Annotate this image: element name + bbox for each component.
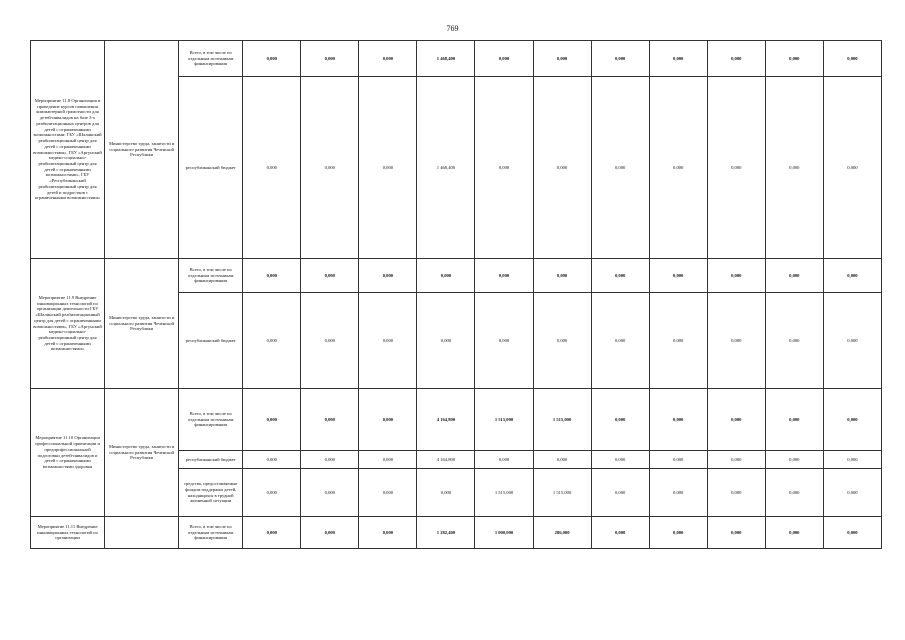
value-cell: 0,000 (301, 41, 359, 77)
value-cell: 0,000 (823, 77, 881, 259)
value-cell: 0,000 (707, 517, 765, 549)
value-cell: 0,000 (243, 259, 301, 293)
value-cell: 0,000 (591, 389, 649, 451)
value-cell: 0,000 (649, 293, 707, 389)
value-cell: 0,000 (359, 389, 417, 451)
value-cell: 0,000 (823, 469, 881, 517)
value-cell: 0,000 (475, 259, 533, 293)
value-cell: 0,000 (243, 517, 301, 549)
table-row (31, 389, 882, 451)
page-number: 769 (446, 24, 459, 33)
value-cell: 0,000 (359, 259, 417, 293)
value-cell: 0,000 (765, 517, 823, 549)
value-cell: 0,000 (823, 389, 881, 451)
value-cell: 0,000 (765, 389, 823, 451)
value-cell: 0,000 (301, 517, 359, 549)
value-cell: 0,000 (649, 469, 707, 517)
value-cell: 0,000 (649, 451, 707, 469)
executor-cell: Министерство труда, занятости и социального развития Чеченской Республики (105, 259, 179, 389)
value-cell: 0,000 (533, 41, 591, 77)
value-cell: 4 164,800 (417, 451, 475, 469)
value-cell: 0,000 (823, 41, 881, 77)
funding-source-cell: Всего, в том числе по отдельным источникам финансирования (179, 41, 243, 77)
value-cell: 1 515,000 (533, 389, 591, 451)
executor-cell: Министерство труда, занятости и социального развития Чеченской Республики (105, 41, 179, 259)
table-row (31, 259, 882, 293)
value-cell: 0,000 (359, 469, 417, 517)
funding-source-cell: Всего, в том числе по отдельным источникам финансирования (179, 517, 243, 549)
value-cell: 0,000 (649, 77, 707, 259)
value-cell: 0,000 (533, 293, 591, 389)
value-cell: 0,000 (707, 469, 765, 517)
value-cell: 0,000 (475, 451, 533, 469)
event-cell: Мероприятие 11.10 Организация профессиональной ориентации и предпрофессиональной подготовки детей-инвалидов и детей с ограниченными возможностями здоровья (31, 389, 105, 517)
value-cell: 0,000 (417, 293, 475, 389)
value-cell: 1 515,000 (475, 389, 533, 451)
value-cell: 0,000 (707, 451, 765, 469)
value-cell: 0,000 (475, 41, 533, 77)
value-cell: 0,000 (417, 469, 475, 517)
value-cell: 0,000 (301, 259, 359, 293)
funding-source-cell: республиканский бюджет (179, 77, 243, 259)
value-cell: 0,000 (301, 451, 359, 469)
value-cell: 0,000 (591, 517, 649, 549)
value-cell: 0,000 (243, 389, 301, 451)
value-cell: 0,000 (649, 389, 707, 451)
value-cell: 0,000 (823, 293, 881, 389)
value-cell: 0,000 (243, 41, 301, 77)
value-cell: 0,000 (765, 77, 823, 259)
value-cell: 0,000 (243, 77, 301, 259)
value-cell: 0,000 (359, 77, 417, 259)
value-cell: 0,000 (591, 259, 649, 293)
value-cell: 0,000 (475, 77, 533, 259)
value-cell: 0,000 (823, 451, 881, 469)
value-cell: 0,000 (707, 41, 765, 77)
value-cell: 0,000 (417, 259, 475, 293)
value-cell: 0,000 (359, 517, 417, 549)
value-cell: 0,000 (823, 259, 881, 293)
funding-source-cell: республиканский бюджет (179, 293, 243, 389)
value-cell: 1 282,400 (417, 517, 475, 549)
value-cell: 0,000 (301, 469, 359, 517)
value-cell: 1 468,400 (417, 77, 475, 259)
value-cell: 0,000 (591, 451, 649, 469)
value-cell: 1 515,000 (475, 469, 533, 517)
value-cell: 1 515,000 (533, 469, 591, 517)
value-cell: 0,000 (591, 469, 649, 517)
value-cell: 4 164,800 (417, 389, 475, 451)
value-cell: 286,000 (533, 517, 591, 549)
value-cell: 0,000 (707, 77, 765, 259)
event-cell: Мероприятие 11.9 Внедрение инновационных технологий по организации деятельности ГБУ «Шалинский реабилитационный центр для детей с ограниченными возможностями», ГБУ «Аргунский медико-социально-реабилитационный центр для детей с ограниченными возможностями» (31, 259, 105, 389)
value-cell: 0,000 (765, 41, 823, 77)
value-cell: 0,000 (301, 389, 359, 451)
value-cell: 0,000 (765, 451, 823, 469)
value-cell: 0,000 (823, 517, 881, 549)
executor-cell (105, 517, 179, 549)
value-cell: 0,000 (475, 293, 533, 389)
value-cell: 0,000 (649, 41, 707, 77)
funding-source-cell: средства, предоставляемые фондом поддержки детей, находящихся в трудной жизненной ситуации (179, 469, 243, 517)
value-cell: 0,000 (359, 293, 417, 389)
value-cell: 0,000 (301, 77, 359, 259)
value-cell: 0,000 (707, 389, 765, 451)
funding-source-cell: Всего, в том числе по отдельным источникам финансирования (179, 259, 243, 293)
value-cell: 0,000 (243, 451, 301, 469)
value-cell: 0,000 (591, 77, 649, 259)
executor-cell: Министерство труда, занятости и социального развития Чеченской Республики (105, 389, 179, 517)
value-cell: 0,000 (765, 259, 823, 293)
value-cell: 0,000 (707, 259, 765, 293)
value-cell: 0,000 (359, 41, 417, 77)
value-cell: 0,000 (707, 293, 765, 389)
value-cell: 0,000 (765, 469, 823, 517)
table-row (31, 517, 882, 549)
value-cell: 0,000 (765, 293, 823, 389)
value-cell: 0,000 (243, 293, 301, 389)
event-cell: Мероприятие 11.8 Организация и проведение курсов повышения компьютерной грамотности для детей-инвалидов на базе 3-х реабилитационных центров для детей с ограниченными возможностями: ГБУ «Шалинский реабилитационный центр для детей с ограниченными возможностями», ГБУ «Аргунский медико-социально-реабилитационный центр для детей с ограниченными возможностями», ГБУ «Республиканский реабилитационный центр для детей и подростков с ограниченными возможностями» (31, 41, 105, 259)
funding-source-cell: Всего, в том числе по отдельным источникам финансирования (179, 389, 243, 451)
table-row (31, 41, 882, 77)
value-cell: 0,000 (243, 469, 301, 517)
value-cell: 0,000 (591, 293, 649, 389)
value-cell: 0,000 (359, 451, 417, 469)
value-cell: 0,000 (649, 517, 707, 549)
value-cell: 0,000 (533, 259, 591, 293)
budget-table (30, 40, 882, 549)
funding-source-cell: республиканский бюджет (179, 451, 243, 469)
value-cell: 0,000 (591, 41, 649, 77)
value-cell: 1 468,400 (417, 41, 475, 77)
value-cell: 0,000 (649, 259, 707, 293)
event-cell: Мероприятие 11.11 Внедрение инновационных технологий по организации (31, 517, 105, 549)
value-cell: 1 000,000 (475, 517, 533, 549)
value-cell: 0,000 (533, 451, 591, 469)
value-cell: 0,000 (533, 77, 591, 259)
value-cell: 0,000 (301, 293, 359, 389)
